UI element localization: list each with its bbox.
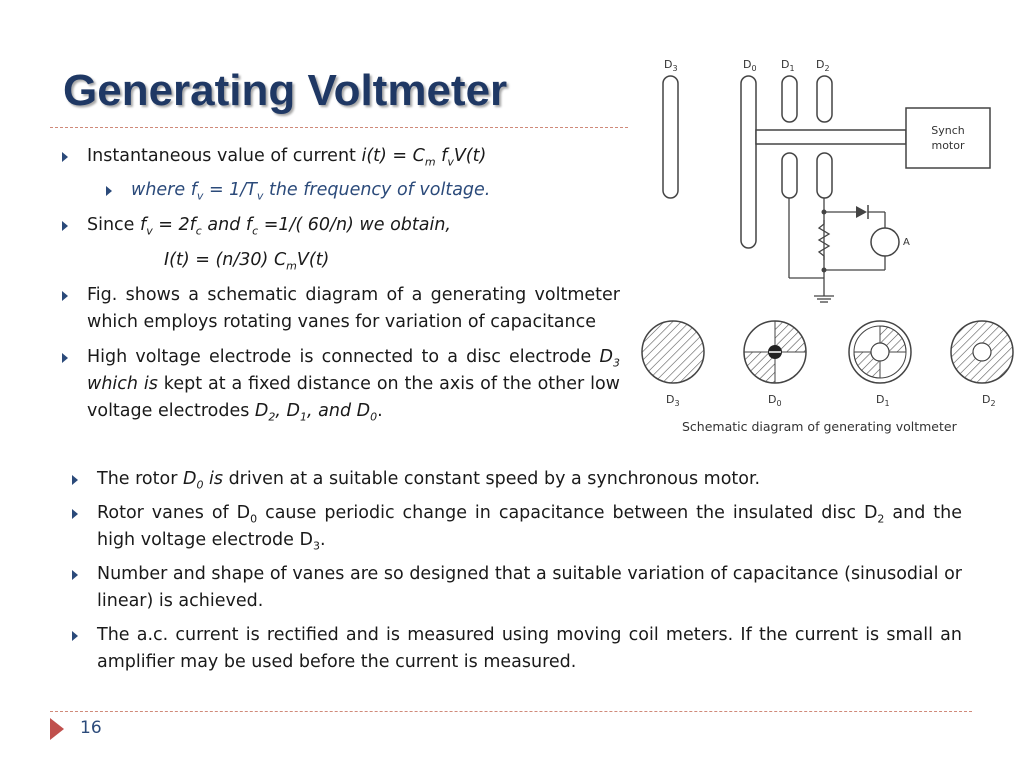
generating-voltmeter-diagram: [630, 50, 1020, 445]
sub-bullet-frequency: where $f_v = 1/T_v$ the frequency of voltage.: [106, 177, 620, 204]
lower-bullet-list: [72, 466, 962, 676]
disc-label-d2: $D_2$: [982, 393, 996, 408]
ammeter-icon: [871, 228, 899, 256]
disc-d1-front: [849, 321, 911, 383]
bullet-rotor-driven: The rotor $D_0$ is driven at a suitable constant speed by a synchronous motor.: [72, 466, 962, 493]
electrode-d2-upper: [817, 76, 832, 122]
rectifier-diode-icon: [856, 206, 867, 218]
disc-label-d3: $D_3$: [666, 393, 680, 408]
ammeter-label: A: [903, 237, 910, 248]
electrode-d1-upper: [782, 76, 797, 122]
junction-dot: [822, 268, 827, 273]
figure-caption: Schematic diagram of generating voltmeter: [682, 419, 957, 434]
label-d0: $D_0$: [743, 58, 757, 73]
synch-motor-label-2: motor: [931, 139, 965, 152]
bullet-marker-icon: [106, 186, 112, 196]
electrode-d0: [741, 76, 756, 248]
bullet-number-shape-vanes: Number and shape of vanes are so designed that a suitable variation of capacitance (sinusodial or linear) is achieved.: [72, 561, 962, 615]
synch-motor-box: [906, 108, 990, 168]
bullet-ac-current: The a.c. current is rectified and is measured using moving coil meters. If the current is small an amplifier may be used before the current is measured.: [72, 622, 962, 676]
title-divider: [50, 127, 628, 128]
electrode-d2-lower: [817, 153, 832, 198]
slide-title: Generating Voltmeter: [63, 66, 508, 115]
bullet-rotor-vanes: Rotor vanes of $D_0$ cause periodic change in capacitance between the insulated disc $D_2$ and the high voltage electrode $D_3$.: [72, 500, 962, 554]
footer-arrow-icon: [50, 718, 64, 740]
disc-d2-front: [951, 321, 1013, 383]
disc-d0-front: [744, 321, 806, 383]
motor-shaft: [756, 130, 906, 144]
label-d3: $D_3$: [664, 58, 678, 73]
formula: $i(t) = C_m$ $f_vV(t)$: [361, 146, 487, 169]
synch-motor-label: Synch: [931, 124, 965, 137]
bullet-marker-icon: [62, 221, 68, 231]
page-number: 16: [80, 718, 102, 738]
disc-d3-front: [642, 321, 704, 383]
disc-label-d0: $D_0$: [768, 393, 782, 408]
bullet-marker-icon: [72, 631, 78, 641]
bullet-marker-icon: [62, 291, 68, 301]
bullet-instantaneous-current: [62, 143, 620, 170]
footer-divider: [50, 711, 972, 712]
bullet-marker-icon: [72, 475, 78, 485]
bullet-high-voltage-electrode: High voltage electrode is connected to a disc electrode $D_3$ which is kept at a fixed distance on the axis of the other low voltage electrodes $D_2$, $D_1$, and $D_0$.: [62, 344, 620, 425]
label-d1: $D_1$: [781, 58, 795, 73]
bullet-marker-icon: [62, 353, 68, 363]
electrode-d1-lower: [782, 153, 797, 198]
bullet-text: Instantaneous value of current: [87, 146, 362, 166]
label-d2: $D_2$: [816, 58, 830, 73]
junction-dot: [822, 210, 827, 215]
equation-current: I(t) = (n/30) $C_mV(t)$: [164, 250, 330, 273]
bullet-marker-icon: [62, 152, 68, 162]
bullet-marker-icon: [72, 509, 78, 519]
upper-bullet-list: [62, 143, 620, 425]
bullet-since-fv: Since $f_v = 2f_c$ and $f_c =1/$( 60/n) we obtain,: [62, 212, 620, 239]
electrode-d3: [663, 76, 678, 198]
disc-label-d1: $D_1$: [876, 393, 890, 408]
measurement-circuit: [789, 198, 885, 302]
bullet-fig-shows: Fig. shows a schematic diagram of a generating voltmeter which employs rotating vanes for variation of capacitance: [62, 282, 620, 336]
bullet-marker-icon: [72, 570, 78, 580]
